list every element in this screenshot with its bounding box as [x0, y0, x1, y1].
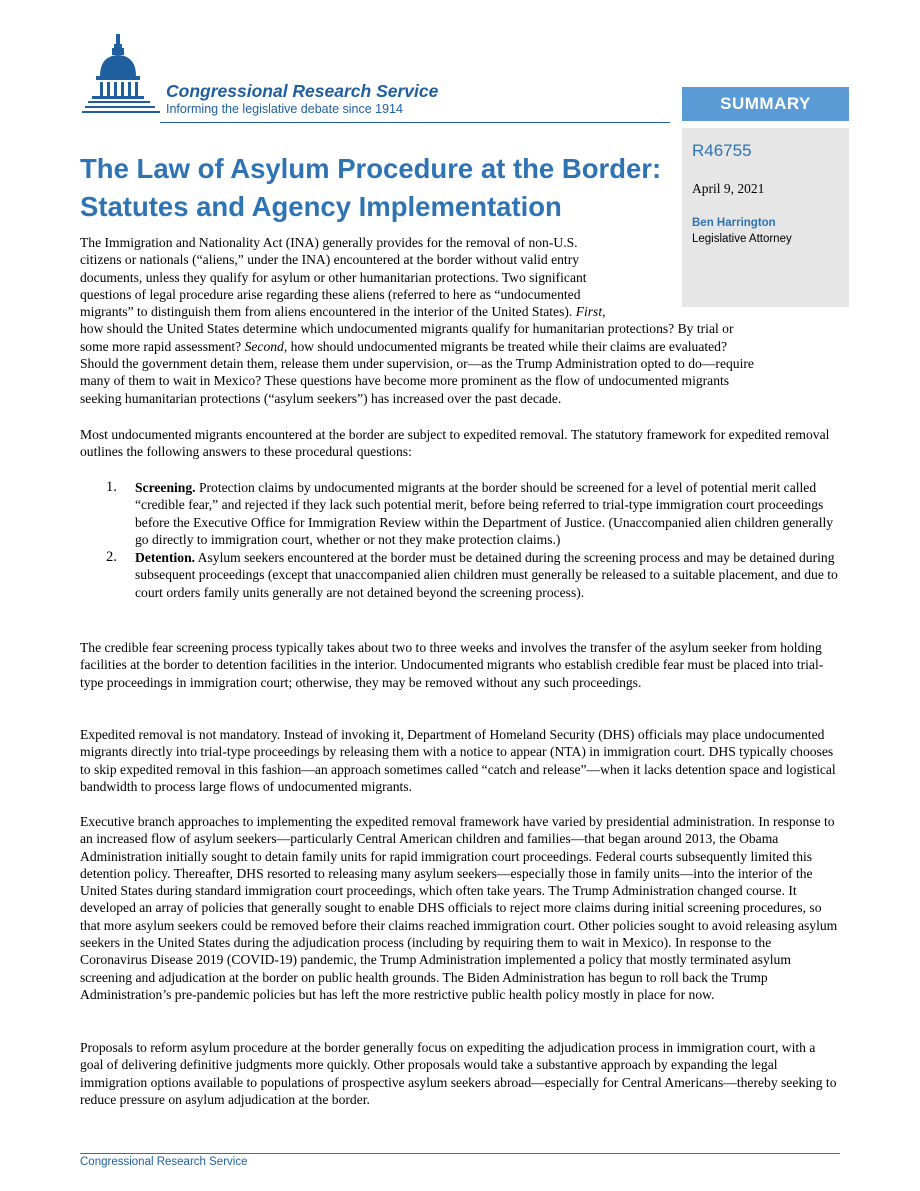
- intro-emphasis: First: [575, 304, 603, 320]
- report-number: R46755: [692, 141, 752, 160]
- intro-line: seeking humanitarian protections (“asylum seekers”) has increased over the past decade.: [80, 390, 562, 406]
- page-title: [80, 150, 661, 226]
- intro-line: [80, 303, 840, 320]
- intro-line: [80, 338, 840, 355]
- author-name: Ben Harrington: [692, 217, 776, 229]
- intro-emphasis: Second: [244, 338, 284, 354]
- title-line: The Law of Asylum Procedure at the Border:: [80, 153, 662, 184]
- capitol-dome-icon: [80, 30, 162, 125]
- intro-text: some more rapid assessment?: [80, 338, 245, 354]
- intro-line: questions of legal procedure arise regarding these aliens (referred to here as “undocumented: [80, 286, 581, 302]
- header-divider: [160, 122, 670, 123]
- reform-proposals-paragraph: Proposals to reform asylum procedure at the border generally focus on expediting the adjudication process in immigration court, with a goal of delivering definitive judgments more quickly. Other proposals would take a substantive approach by expanding the legal immigration options available to populations of prospective asylum seekers abroad—especially for Central Americans—thereby seeking to reduce pressure on asylum adjudication at the border.: [80, 1040, 837, 1107]
- intro-line: Should the government detain them, release them under supervision, or—as the Trump Administration opted to do—require: [80, 356, 754, 372]
- procedural-answers-list: [106, 479, 841, 602]
- list-number: 2.: [106, 549, 117, 566]
- list-label: Detention.: [135, 550, 196, 566]
- summary-tab: SUMMARY: [682, 87, 849, 121]
- intro-text: ,: [602, 304, 606, 320]
- footer-divider: [80, 1153, 840, 1154]
- catch-and-release-paragraph: Expedited removal is not mandatory. Instead of invoking it, Department of Homeland Security (DHS) officials may place undocumented migrants directly into trial-type proceedings by releasing them with a notice to appear (NTA) in immigration court. DHS typically chooses to skip expedited removal in this fashion—an approach sometimes called “catch and release”—when it lacks detention space and logistical bandwidth to process large flows of undocumented migrants.: [80, 727, 836, 794]
- report-date: April 9, 2021: [692, 181, 765, 196]
- screening-process-paragraph: The credible fear screening process typically takes about two to three weeks and involves the transfer of the asylum seeker from holding facilities at the border to detention facilities in the interior. Undocumented migrants who establish credible fear must be placed into trial-type proceedings in immigration court; otherwise, they may be removed without any such proceedings.: [80, 640, 824, 690]
- intro-line: citizens or nationals (“aliens,” under the INA) encountered at the border without valid entry: [80, 252, 580, 268]
- intro-line: many of them to wait in Mexico? These questions have become more prominent as the flow of undocumented migrants: [80, 373, 730, 389]
- footer-text: Congressional Research Service: [80, 1156, 248, 1168]
- intro-line: documents, unless they qualify for asylum or other humanitarian protections. Two significant: [80, 269, 587, 285]
- org-name: Congressional Research Service: [166, 81, 439, 101]
- intro-line: The Immigration and Nationality Act (INA) generally provides for the removal of non-U.S.: [80, 235, 578, 250]
- intro-text: migrants” to distinguish them from aliens encountered in the interior of the United States).: [80, 304, 576, 320]
- list-text: Protection claims by undocumented migrants at the border should be screened for a level of potential merit called “credible fear,” and rejected if they lack such potential merit, before being referred to trial-type immigration court proceedings before the Executive Office for Immigration Review within the Department of Justice. (Unaccompanied alien children generally go directly to immigration court, whether or not they make protection claims.): [135, 480, 834, 547]
- title-line: Statutes and Agency Implementation: [80, 191, 562, 222]
- org-tagline: Informing the legislative debate since 1914: [166, 102, 403, 116]
- list-item: [106, 549, 841, 601]
- list-label: Screening.: [135, 480, 196, 495]
- expedited-removal-paragraph: Most undocumented migrants encountered at the border are subject to expedited removal. The statutory framework for expedited removal outlines the following answers to these procedural questions:: [80, 427, 830, 460]
- crs-logo: [80, 30, 480, 125]
- list-text: Asylum seekers encountered at the border must be detained during the screening process and may be detained during subsequent proceedings (except that unaccompanied alien children must generally be released to a suitable placement, and due to court orders family units generally are not detained beyond the screening process).: [135, 550, 838, 600]
- intro-line: how should the United States determine which undocumented migrants qualify for humanitarian protections? By trial or: [80, 321, 734, 337]
- author-title: Legislative Attorney: [692, 233, 792, 245]
- intro-text: , how should undocumented migrants be treated while their claims are evaluated?: [283, 338, 728, 354]
- list-number: 1.: [106, 479, 117, 495]
- intro-paragraph: [80, 234, 840, 407]
- list-item: [106, 479, 841, 548]
- executive-approaches-paragraph: Executive branch approaches to implementing the expedited removal framework have varied by presidential administration. In response to an increased flow of asylum seekers—particularly Central American children and families—that began around 2013, the Obama Administration initially sought to detain family units for rapid immigration court proceedings. Federal courts subsequently limited this detention policy. Thereafter, DHS resorted to releasing many asylum seekers—especially those in family units—into the interior of the United States during standard immigration court proceedings, which often take years. The Trump Administration changed course. It developed an array of policies that generally sought to enable DHS officials to reject more claims during initial screening procedures, so that more asylum seekers could be removed before their claims reached immigration court. Other policies sought to avoid releasing asylum seekers in the United States during the adjudication process (including by requiring them to wait in Mexico). In response to the Coronavirus Disease 2019 (COVID-19) pandemic, the Trump Administration implemented a policy that mostly terminated asylum screening and adjudication at the border on public health grounds. The Biden Administration has begun to roll back the Trump Administration’s pre-pandemic policies but has left the more restrictive public health policy mostly in place for now.: [80, 814, 838, 1002]
